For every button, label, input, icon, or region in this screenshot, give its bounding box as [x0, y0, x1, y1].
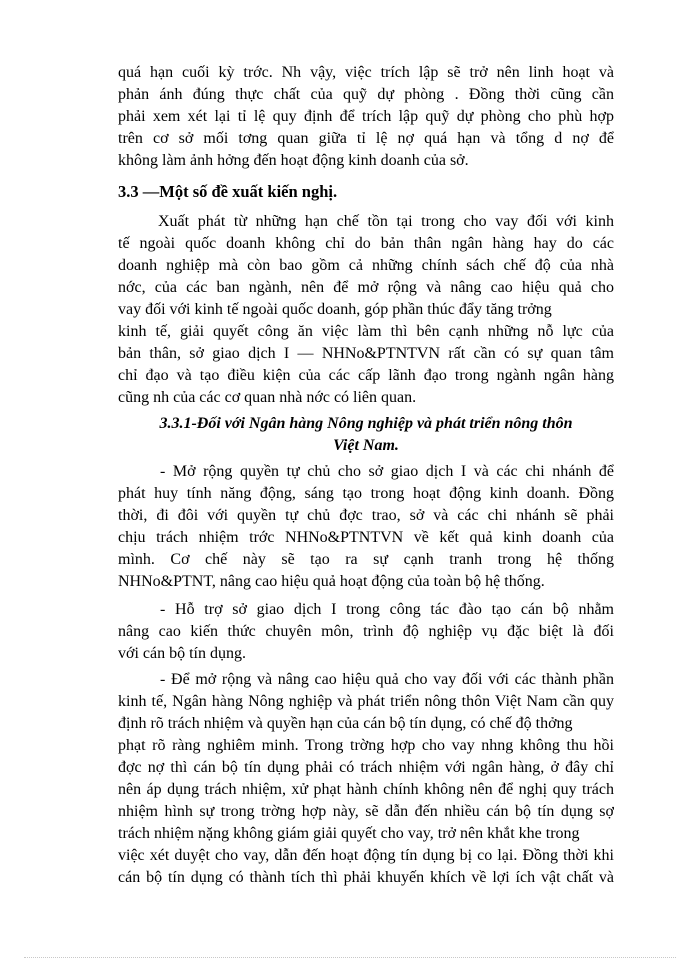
- text-line: không làm ảnh hởng đến hoạt động kinh doanh của sở.: [118, 152, 469, 169]
- text-line: - Mở rộng quyền tự chủ cho sở giao dịch I và các chi nhánh để: [160, 463, 614, 480]
- text-line: nhiệm hình sự trong trờng hợp này, sẽ dẫn đến nhiều cán bộ tín dụng sợ: [118, 803, 614, 820]
- text-line: chỉ đạo và tạo điều kiện của các cấp lãnh đạo trong ngành ngân hàng: [118, 367, 614, 384]
- text-line: tế ngoài quốc doanh không chỉ do bản thân ngân hàng hay do các: [118, 235, 614, 252]
- text-line: Xuất phát từ những hạn chế tồn tại trong cho vay đối với kinh: [158, 213, 614, 230]
- bullet-item: [118, 669, 614, 889]
- text-line: chịu trách nhiệm trớc NHNo&PTNTVN về kết quả kinh doanh của: [118, 529, 614, 546]
- text-line: trên cơ sở mối tơng quan giữa tỉ lệ nợ quá hạn và tổng d nợ để: [118, 130, 614, 147]
- text-line: mình. Cơ chế này sẽ tạo ra sự cạnh tranh trong hệ thống: [118, 551, 614, 568]
- text-line: nâng cao kiến thức chuyên môn, trình độ nghiệp vụ đặc biệt là đối: [118, 623, 614, 640]
- text-line: kinh tế, Ngân hàng Nông nghiệp và phát triển nông thôn Việt Nam cần quy: [118, 693, 614, 710]
- text-line: trách nhiệm nặng không giám giải quyết cho vay, trở nên khắt khe trong: [118, 825, 580, 842]
- bullet-item: [118, 461, 614, 593]
- text-line: nên áp dụng trách nhiệm, xử phạt hành chính không nên để nghị quy trách: [118, 781, 614, 798]
- text-line: định rõ trách nhiệm và quyền hạn của cán bộ tín dụng, có chế độ thởng: [118, 715, 573, 732]
- text-line: phát huy tính năng động, sáng tạo trong hoạt động kinh doanh. Đồng: [118, 485, 614, 502]
- text-line: đợc nợ thì cán bộ tín dụng phải có trách nhiệm với ngân hàng, ở đây chỉ: [118, 759, 614, 776]
- text-line: việc xét duyệt cho vay, dẫn đến hoạt động tín dụng bị co lại. Đồng thời khi: [118, 847, 614, 864]
- bullet-item: [118, 599, 614, 665]
- subsection-heading-line: Việt Nam.: [333, 437, 399, 454]
- section-paragraph: [118, 211, 614, 409]
- text-line: phạt rõ ràng nghiêm minh. Trong trờng hợp cho vay nhng không thu hồi: [118, 737, 614, 754]
- text-line: kinh tế, giải quyết công ăn việc làm thì bên cạnh những nỗ lực của: [118, 323, 614, 340]
- text-line: phản ánh đúng thực chất của quỹ dự phòng . Đồng thời cũng cần: [118, 86, 614, 103]
- text-line: với cán bộ tín dụng.: [118, 645, 246, 662]
- text-line: doanh nghiệp mà còn bao gồm cả những chính sách chế độ của nhà: [118, 257, 614, 274]
- text-line: phải xem xét lại tỉ lệ quy định để trích lập quỹ dự phòng cho phù hợp: [118, 108, 614, 125]
- section-heading: 3.3 —Một số đề xuất kiến nghị.: [118, 182, 338, 201]
- subsection-heading-line: 3.3.1-Đối với Ngân hàng Nông nghiệp và phát triển nông thôn: [159, 415, 573, 432]
- section-heading-block: [118, 181, 614, 203]
- text-line: - Để mở rộng và nâng cao hiệu quả cho vay đối với các thành phần: [160, 671, 614, 688]
- text-line: bản thân, sở giao dịch I — NHNo&PTNTVN rất cần có sự quan tâm: [118, 345, 614, 362]
- text-line: cán bộ tín dụng có thành tích thì phải khuyến khích về lợi ích vật chất và: [118, 869, 614, 886]
- text-line: quá hạn cuối kỳ trớc. Nh vậy, việc trích lập sẽ trở nên linh hoạt và: [118, 64, 614, 81]
- subsection-heading: [118, 413, 614, 457]
- page-bottom-divider: [24, 957, 676, 958]
- text-line: thời, đi đôi với quyền tự chủ đợc trao, sở và các chi nhánh sẽ phải: [118, 507, 614, 524]
- text-line: NHNo&PTNT, nâng cao hiệu quả hoạt động của toàn bộ hệ thống.: [118, 573, 545, 590]
- intro-paragraph: [118, 62, 614, 172]
- text-line: nớc, của các ban ngành, nên để mở rộng và nâng cao hiệu quả cho: [118, 279, 614, 296]
- text-line: vay đối với kinh tế ngoài quốc doanh, góp phần thúc đẩy tăng trởng: [118, 301, 552, 318]
- text-line: - Hỗ trợ sở giao dịch I trong công tác đào tạo cán bộ nhằm: [160, 601, 614, 618]
- text-line: cũng nh của các cơ quan nhà nớc có liên quan.: [118, 389, 417, 406]
